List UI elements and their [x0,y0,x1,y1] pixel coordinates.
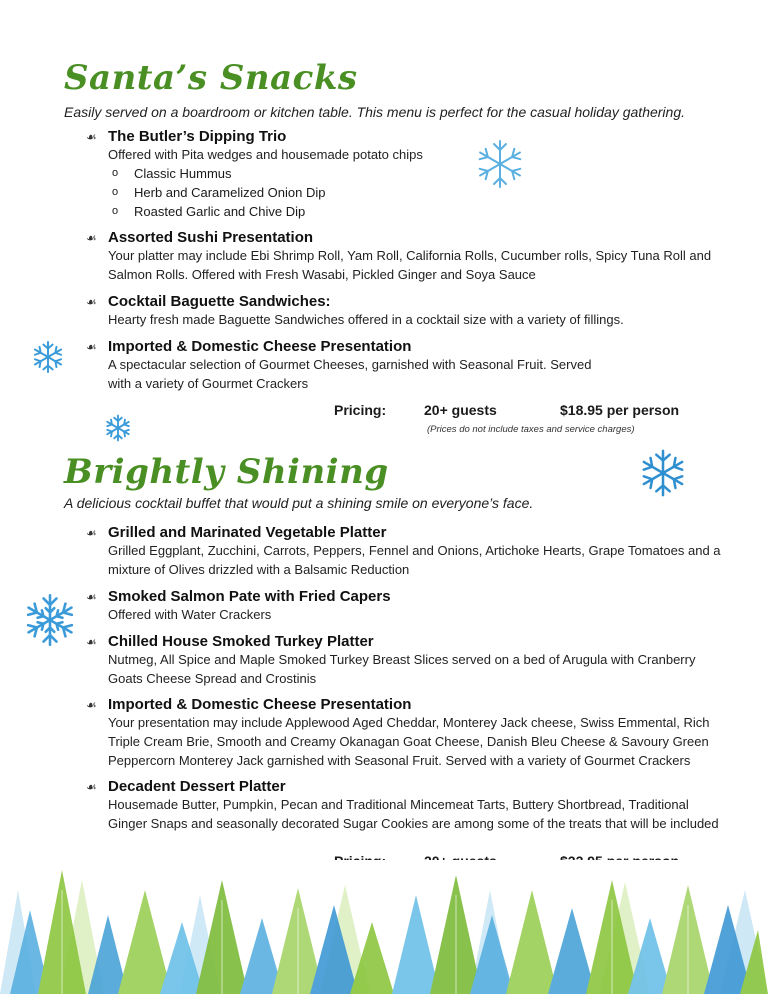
item-title: Chilled House Smoked Turkey Platter [108,633,374,650]
pricing-row [334,402,714,424]
item-description: Nutmeg, All Spice and Maple Smoked Turkey Breast Slices served on a bed of Arugula with Cranberry Goats Cheese Spread and Crostinis [108,652,696,686]
menu-item [86,588,726,624]
fleuron-bullet-icon: ☙ [86,129,97,144]
section-title: Santa’s Snacks [64,58,358,98]
item-description: A spectacular selection of Gourmet Cheeses, garnished with Seasonal Fruit. Served with a variety of Gourmet Crackers [108,357,592,391]
item-title: The Butler’s Dipping Trio [108,128,287,145]
section-title: Brightly Shining [64,452,389,492]
item-title: Decadent Dessert Platter [108,778,286,795]
item-title: Assorted Sushi Presentation [108,229,314,246]
fleuron-bullet-icon: ☙ [86,294,97,309]
snowflake-icon [31,340,65,374]
item-title: Cocktail Baguette Sandwiches: [108,293,331,310]
list-item: o Herb and Caramelized Onion Dip [112,185,326,200]
pricing-note: (Prices do not include taxes and service charges) [427,424,635,435]
menu-item [86,338,606,393]
item-description: Hearty fresh made Baguette Sandwiches offered in a cocktail size with a variety of fillings. [108,312,624,327]
menu-item [86,293,726,329]
pricing-guests: 20+ guests [424,402,497,418]
menu-item [86,524,726,579]
pricing-price: $18.95 per person [560,402,680,418]
fleuron-bullet-icon: ☙ [86,589,97,604]
snowflake-icon [638,448,688,498]
menu-item [86,229,726,284]
section-tagline: Easily served on a boardroom or kitchen table. This menu is perfect for the casual holiday gathering. [64,104,685,120]
menu-item [86,633,726,688]
fleuron-bullet-icon: ☙ [86,779,97,794]
item-description: Offered with Water Crackers [108,607,272,622]
fleuron-bullet-icon: ☙ [86,697,97,712]
list-item: o Roasted Garlic and Chive Dip [112,204,306,219]
item-description: Offered with Pita wedges and housemade potato chips [108,147,423,162]
item-description: Housemade Butter, Pumpkin, Pecan and Traditional Mincemeat Tarts, Buttery Shortbread, Traditional Ginger Snaps and seasonally decorated Sugar Cookies are among some of the treats that will be included [108,797,719,831]
item-title: Imported & Domestic Cheese Presentation [108,696,412,713]
section-tagline: A delicious cocktail buffet that would put a shining smile on everyone’s face. [64,495,534,511]
fleuron-bullet-icon: ☙ [86,230,97,245]
item-title: Smoked Salmon Pate with Fried Capers [108,588,391,605]
fleuron-bullet-icon: ☙ [86,634,97,649]
menu-item [86,778,726,833]
snowflake-icon [104,414,132,442]
item-title: Grilled and Marinated Vegetable Platter [108,524,387,541]
fleuron-bullet-icon: ☙ [86,525,97,540]
fleuron-bullet-icon: ☙ [86,339,97,354]
item-title: Imported & Domestic Cheese Presentation [108,338,412,355]
tree-border-icon [0,860,768,994]
item-description: Your platter may include Ebi Shrimp Roll, Yam Roll, California Rolls, Cucumber rolls, Spicy Tuna Roll and Salmon Rolls. Offered with Fresh Wasabi, Pickled Ginger and Soya Sauce [108,248,712,282]
pricing-label: Pricing: [334,402,387,418]
dip-list [86,164,726,221]
menu-item [86,696,726,770]
list-item: o Classic Hummus [112,166,232,181]
snowflake-icon [474,138,526,190]
snowflake-icon [22,592,78,648]
item-description: Your presentation may include Applewood Aged Cheddar, Monterey Jack cheese, Swiss Emmental, Rich Triple Cream Brie, Smooth and Creamy Okanagan Goat Cheese, Danish Bleu Cheese & Savoury Green Peppercorn Monterey Jack garnished with Seasonal Fruit. Served with a variety of Gourmet Crackers [108,715,710,768]
item-description: Grilled Eggplant, Zucchini, Carrots, Peppers, Fennel and Onions, Artichoke Hearts, Grape Tomatoes and a mixture of Olives drizzled with a Balsamic Reduction [108,543,721,577]
menu-item [86,128,726,221]
